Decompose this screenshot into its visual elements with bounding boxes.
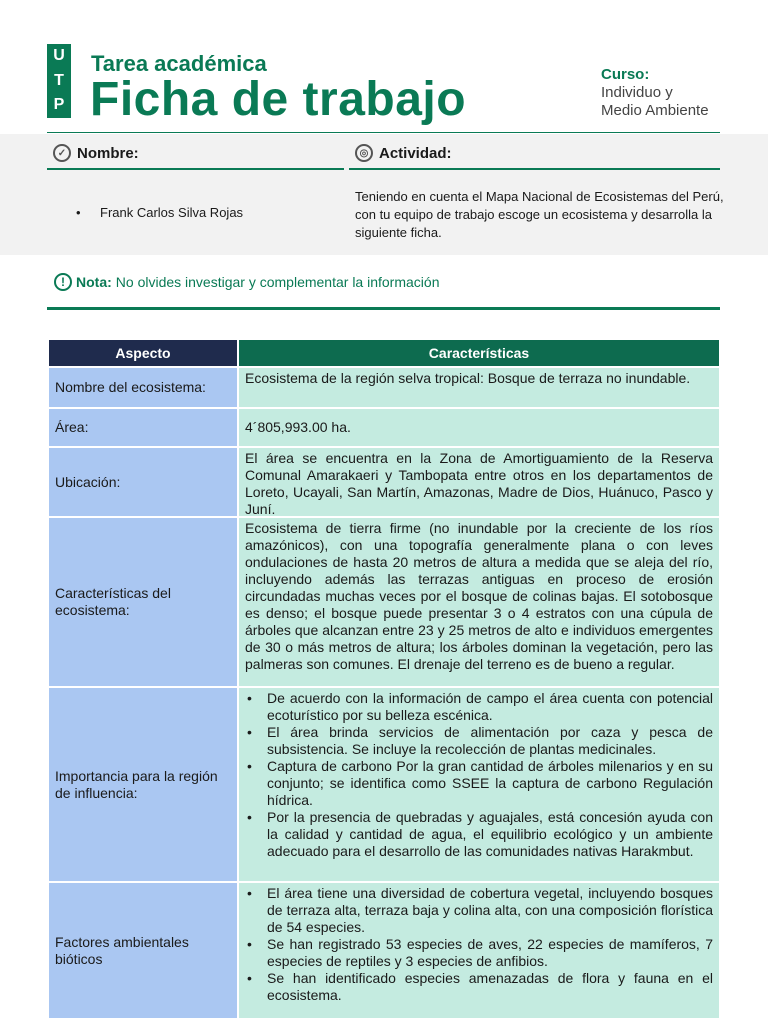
aspect-cell: Características del ecosistema: <box>49 518 237 686</box>
course-label: Curso: <box>601 66 650 83</box>
bullet-list <box>245 885 713 1004</box>
course-name-line-2: Medio Ambiente <box>601 102 709 119</box>
note-banner <box>54 273 439 291</box>
list-item: • Por la presencia de quebradas y aguajales, está concesión ayuda con la calidad y cantidad de agua, el equilibrio ecológico y un ambiente adecuado para el desarrollo de las comunidades nativas Harakmbut. <box>245 809 713 860</box>
name-field-label <box>53 144 139 162</box>
aspect-cell: Ubicación: <box>49 448 237 516</box>
table-header-row <box>49 340 719 366</box>
activity-field-rule <box>349 168 720 170</box>
logo-letter-u: U <box>53 47 65 64</box>
bullet-list <box>245 690 713 860</box>
header-divider <box>47 132 720 133</box>
table-row <box>49 883 719 1018</box>
activity-field-label <box>355 144 452 162</box>
header-characteristics: Características <box>239 340 719 366</box>
check-circle-icon: ✓ <box>53 144 71 162</box>
table-row <box>49 688 719 881</box>
list-item: • Se han registrado 53 especies de aves, 22 especies de mamíferos, 7 especies de reptiles y 3 especies de anfibios. <box>245 936 713 970</box>
characteristics-cell: 4´805,993.00 ha. <box>239 409 719 446</box>
header-aspect: Aspecto <box>49 340 237 366</box>
student-name: Frank Carlos Silva Rojas <box>100 205 244 220</box>
table-row <box>49 448 719 516</box>
activity-label-text: Actividad: <box>379 144 452 162</box>
list-item: • El área brinda servicios de alimentación por caza y pesca de subsistencia. Se incluye la recolección de plantas medicinales. <box>245 724 713 758</box>
aspect-cell: Nombre del ecosistema: <box>49 368 237 407</box>
page-title: Ficha de trabajo <box>90 73 467 126</box>
name-label-text: Nombre: <box>77 144 139 162</box>
target-icon: ◎ <box>355 144 373 162</box>
note-divider <box>47 307 720 310</box>
course-name-line-1: Individuo y <box>601 84 673 101</box>
aspect-cell: Importancia para la región de influencia: <box>49 688 237 881</box>
ecosystem-table <box>49 340 719 1020</box>
characteristics-cell: Ecosistema de tierra firme (no inundable por la creciente de los ríos amazónicos), con una topografía generalmente plana o con leves ondulaciones de hasta 20 metros de altura a medida que se aleja del río, incluyendo además las terrazas antiguas en proceso de erosión circundadas muchas veces por el bosque de colinas bajas. El sotobosque es denso; el bosque puede presentar 3 o 4 estratos con una cúpula de árboles que alcanzan entre 23 y 25 metros de alto e individuos emergentes de 30 o más metros de altura; los árboles dominan la vegetación, pero las palmeras son comunes. El drenaje del terreno es de bueno a regular. <box>239 518 719 686</box>
list-item: • Captura de carbono Por la gran cantidad de árboles milenarios y en su conjunto; se identifica como SSEE la captura de carbono Regulación hídrica. <box>245 758 713 809</box>
logo-letter-t: T <box>54 71 64 89</box>
characteristics-cell: El área se encuentra en la Zona de Amortiguamiento de la Reserva Comunal Amarakaeri y Tambopata entre otros en los departamentos de Loreto, Ucayali, San Martín, Amazonas, Madre de Dios, Huánuco, Pasco y Juní. <box>239 448 719 516</box>
aspect-cell: Área: <box>49 409 237 446</box>
list-item: • De acuerdo con la información de campo el área cuenta con potencial ecoturístico por su belleza escénica. <box>245 690 713 724</box>
utp-logo <box>47 44 71 118</box>
characteristics-cell: Ecosistema de la región selva tropical: Bosque de terraza no inundable. <box>239 368 719 407</box>
page-subtitle: Tarea académica <box>91 51 267 76</box>
aspect-cell: Factores ambientales bióticos <box>49 883 237 1018</box>
list-item: • El área tiene una diversidad de cobertura vegetal, incluyendo bosques de terraza alta, terraza baja y colina alta, con una composición florística de 54 especies. <box>245 885 713 936</box>
logo-letter-p: P <box>53 96 65 114</box>
table-row <box>49 409 719 446</box>
note-text: No olvides investigar y complementar la información <box>115 274 440 290</box>
student-name-item <box>78 205 243 220</box>
characteristics-cell <box>239 883 719 1018</box>
characteristics-cell <box>239 688 719 881</box>
table-row <box>49 518 719 686</box>
table-row <box>49 368 719 407</box>
activity-description: Teniendo en cuenta el Mapa Nacional de Ecosistemas del Perú, con tu equipo de trabajo escoge un ecosistema y desarrolla la siguiente ficha. <box>355 189 724 240</box>
note-label: Nota: <box>76 274 112 290</box>
name-field-rule <box>47 168 344 170</box>
list-item: • Se han identificado especies amenazadas de flora y fauna en el ecosistema. <box>245 970 713 1004</box>
exclamation-circle-icon: ! <box>54 273 72 291</box>
